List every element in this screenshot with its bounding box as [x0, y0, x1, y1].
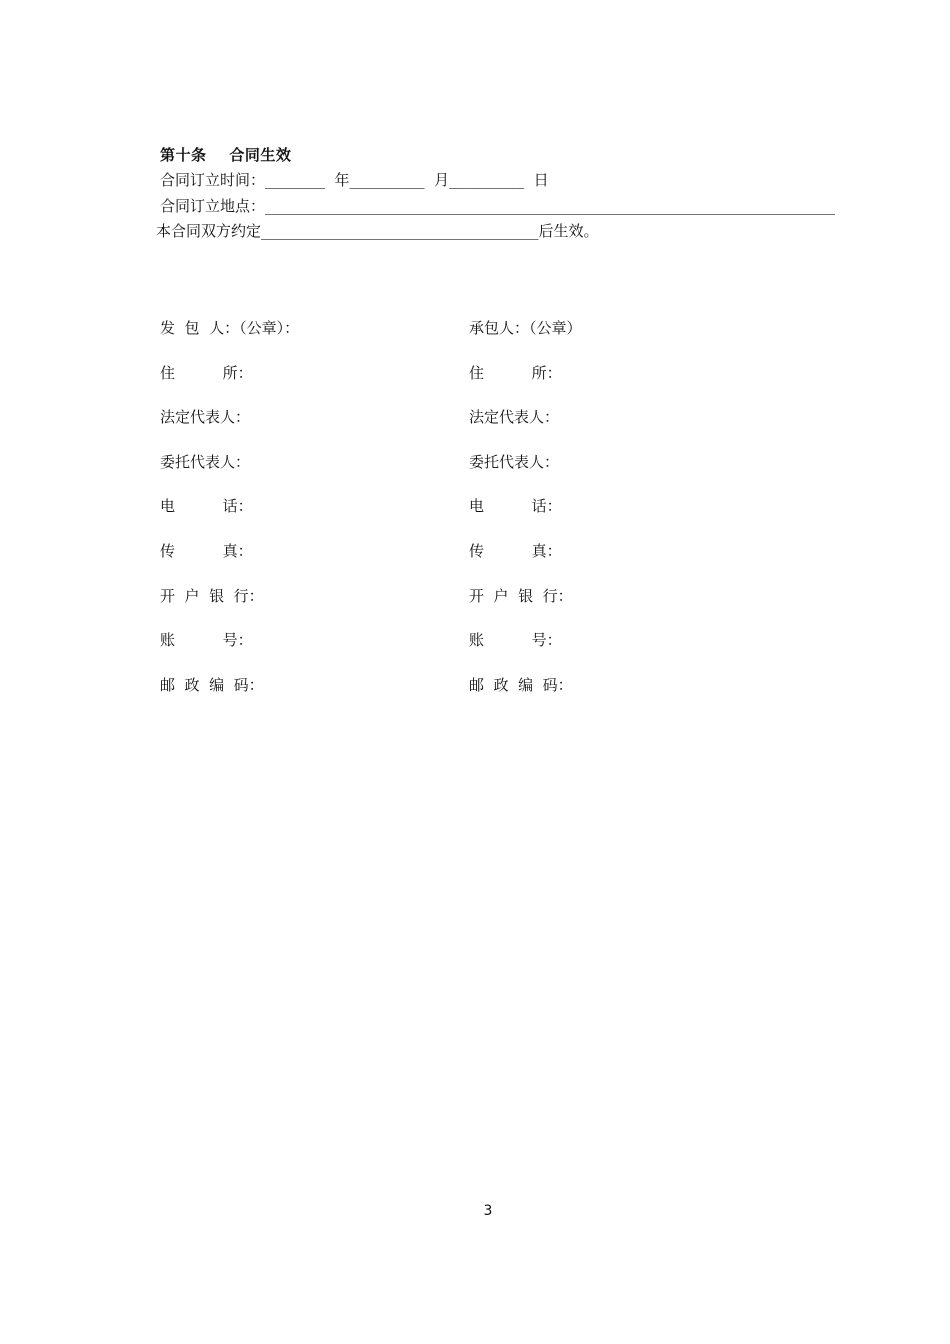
contractor-name-label: 承包人：（公章） [469, 319, 582, 337]
employer-account-label: 账 号： [160, 631, 253, 650]
sign-date-line: 合同订立时间：________ 年__________ 月__________ 日 [160, 171, 549, 189]
contractor-legal-rep-label: 法定代表人： [469, 408, 560, 427]
contractor-bank-label: 开 户 银 行： [469, 586, 573, 605]
effective-condition-line: 本合同双方约定_____________________________________后生效。 [156, 222, 599, 240]
contractor-phone-label: 电 话： [469, 497, 562, 516]
contractor-address-label: 住 所： [469, 363, 562, 382]
contractor-account-label: 账 号： [469, 631, 562, 650]
employer-name-label: 发 包 人：（公章）： [160, 319, 300, 337]
contractor-postcode-label: 邮 政 编 码： [469, 675, 573, 694]
contractor-signature-block [469, 318, 769, 719]
employer-signature-block [160, 318, 460, 719]
article-title: 第十条 合同生效 [160, 146, 292, 164]
employer-fax-label: 传 真： [160, 541, 253, 560]
contractor-agent-label: 委托代表人： [469, 452, 560, 471]
sign-place-line: 合同订立地点：____________________________________________________________________________ [160, 197, 836, 215]
employer-legal-rep-label: 法定代表人： [160, 408, 251, 427]
page-number: 3 [483, 1203, 493, 1219]
contractor-fax-label: 传 真： [469, 541, 562, 560]
employer-agent-label: 委托代表人： [160, 452, 251, 471]
employer-phone-label: 电 话： [160, 497, 253, 516]
employer-bank-label: 开 户 银 行： [160, 586, 264, 605]
employer-postcode-label: 邮 政 编 码： [160, 675, 264, 694]
employer-address-label: 住 所： [160, 363, 253, 382]
